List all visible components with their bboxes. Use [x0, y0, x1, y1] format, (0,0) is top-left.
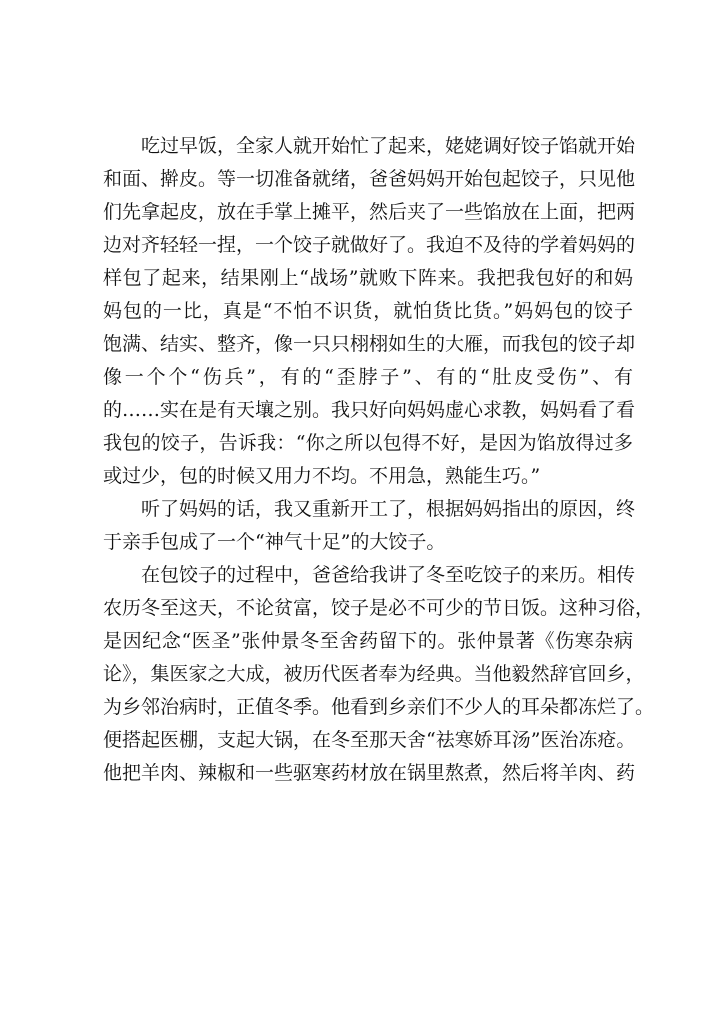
text-line: 的……实在是有天壤之别。我只好向妈妈虚心求教，妈妈看了看 [103, 399, 636, 421]
text-line: 是因纪念“医圣”张仲景冬至舍药留下的。张仲景著《伤寒杂病 [103, 630, 633, 652]
text-line: 论》，集医家之大成，被历代医者奉为经典。当他毅然辞官回乡， [103, 663, 645, 685]
text-line: 听了妈妈的话，我又重新开工了，根据妈妈指出的原因，终 [141, 498, 636, 520]
text-line: 我包的饺子，告诉我：“你之所以包得不好，是因为馅放得过多 [103, 432, 633, 454]
paragraph-2 [103, 493, 636, 559]
text-line: 便搭起医棚，支起大锅，在冬至那天舍“祛寒娇耳汤”医治冻疮。 [103, 729, 636, 751]
text-line: 吃过早饭，全家人就开始忙了起来，姥姥调好饺子馅就开始 [141, 135, 636, 157]
text-line: 像一个个“伤兵”，有的“歪脖子”、有的“肚皮受伤”、有 [103, 366, 633, 388]
text-line: 或过少，包的时候又用力不均。不用急，熟能生巧。” [103, 465, 541, 487]
paragraph-1 [103, 130, 636, 493]
text-line: 妈包的一比，真是“不怕不识货，就怕货比货。”妈妈包的饺子 [103, 300, 633, 322]
text-line: 于亲手包成了一个“神气十足”的大饺子。 [103, 531, 446, 553]
text-line: 在包饺子的过程中，爸爸给我讲了冬至吃饺子的来历。相传 [141, 564, 636, 586]
text-line: 饱满、结实、整齐，像一只只栩栩如生的大雁，而我包的饺子却 [103, 333, 636, 355]
text-line: 和面、擀皮。等一切准备就绪，爸爸妈妈开始包起饺子，只见他 [103, 168, 636, 190]
body-text [103, 130, 655, 790]
paragraph-3 [103, 559, 655, 790]
text-line: 样包了起来，结果刚上“战场”就败下阵来。我把我包好的和妈 [103, 267, 633, 289]
text-line: 边对齐轻轻一捏，一个饺子就做好了。我迫不及待的学着妈妈的 [103, 234, 636, 256]
text-line: 他把羊肉、辣椒和一些驱寒药材放在锅里熬煮，然后将羊肉、药 [103, 762, 636, 784]
text-line: 们先拿起皮，放在手掌上摊平，然后夹了一些馅放在上面，把两 [103, 201, 636, 223]
text-line: 为乡邻治病时，正值冬季。他看到乡亲们不少人的耳朵都冻烂了。 [103, 696, 655, 718]
text-line: 农历冬至这天，不论贫富，饺子是必不可少的节日饭。这种习俗， [103, 597, 655, 619]
